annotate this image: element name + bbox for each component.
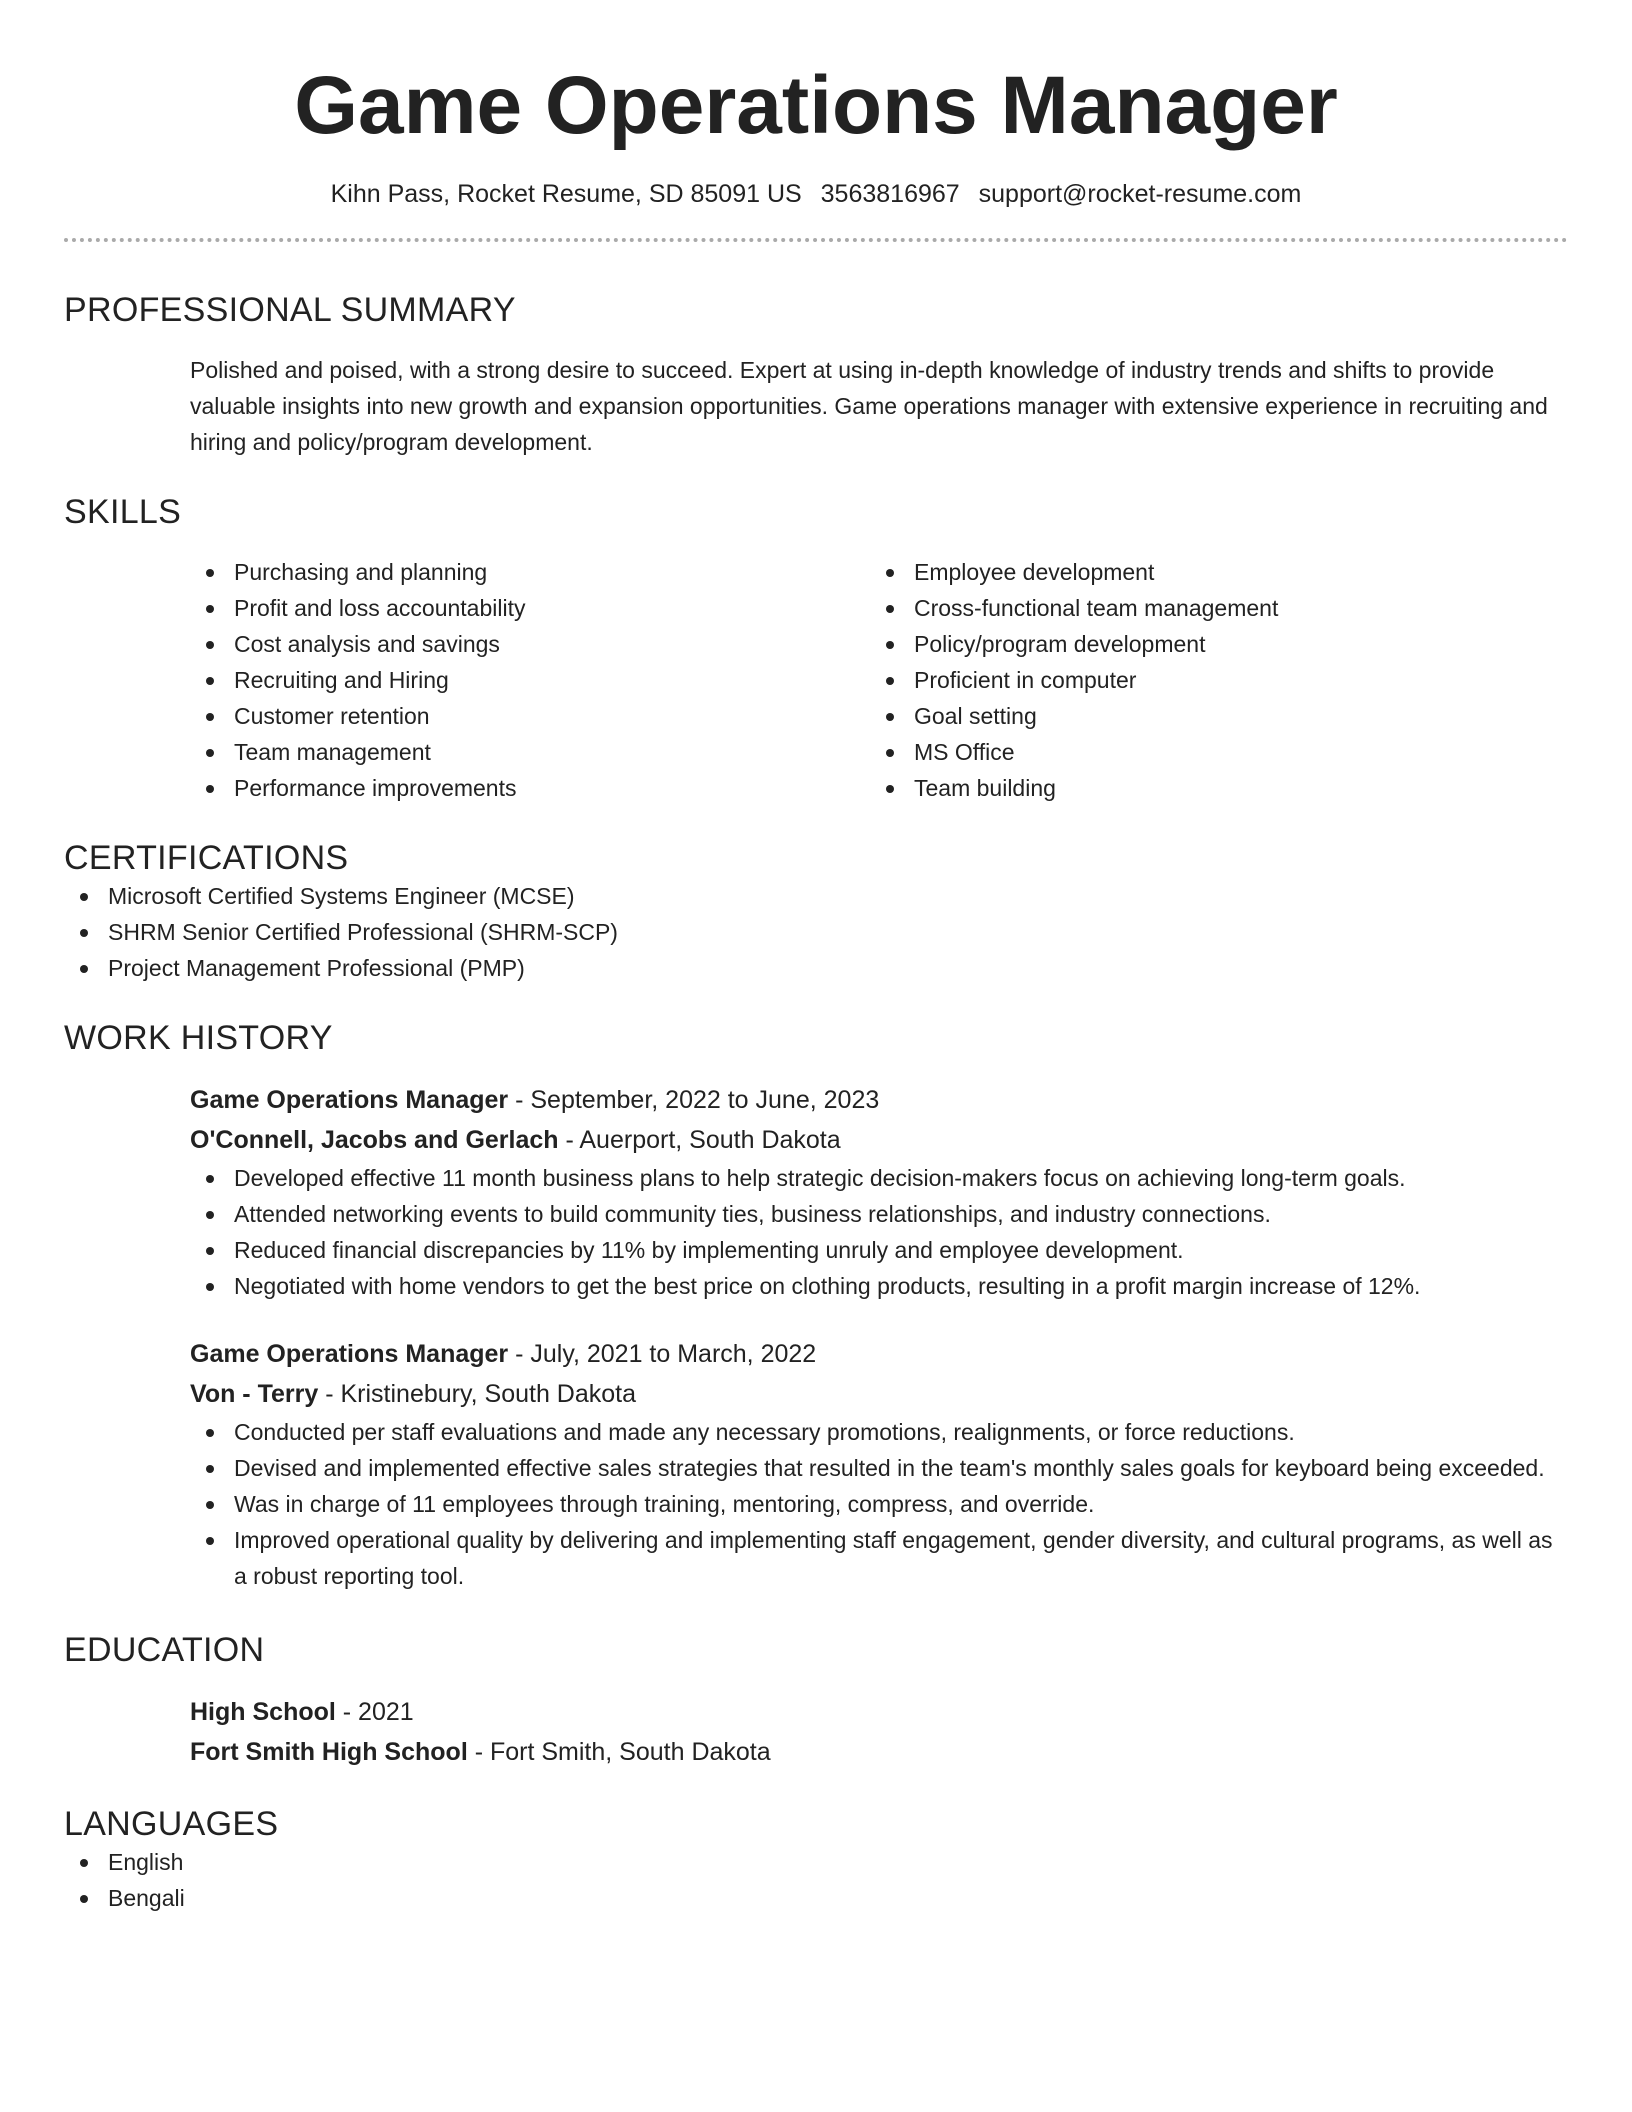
summary-text: Polished and poised, with a strong desire to succeed. Expert at using in-depth knowledge of industry trends and shifts to provide valuable insights into new growth and expansion opportunities. Game operations manager with extensive experience in recruiting and hiring and policy/program development.: [190, 357, 1548, 455]
skills-left-list: [190, 554, 870, 806]
education-year: - 2021: [335, 1698, 414, 1726]
job-dates: - July, 2021 to March, 2022: [508, 1340, 817, 1368]
job-entry: [190, 1334, 1568, 1594]
job-company: Von - Terry: [190, 1380, 319, 1408]
job-company: O'Connell, Jacobs and Gerlach: [190, 1126, 559, 1154]
skill-item: Goal setting: [870, 698, 1550, 734]
education-school: Fort Smith High School: [190, 1738, 468, 1766]
skill-item: Purchasing and planning: [190, 554, 870, 590]
contact-address: Kihn Pass, Rocket Resume, SD 85091 US: [330, 180, 802, 208]
resume-name: Game Operations Manager: [294, 60, 1338, 151]
job-dates: - September, 2022 to June, 2023: [508, 1086, 880, 1114]
skills-right-list: [870, 554, 1550, 806]
education-degree: High School: [190, 1698, 336, 1726]
education-degree-line: [190, 1692, 1568, 1732]
job-role: Game Operations Manager: [190, 1340, 509, 1368]
education-location: - Fort Smith, South Dakota: [467, 1738, 771, 1766]
job-bullet: Devised and implemented effective sales strategies that resulted in the team's monthly sales goals for keyboard being exceeded.: [190, 1450, 1568, 1486]
languages-heading: LANGUAGES: [64, 1805, 279, 1843]
certifications-heading: CERTIFICATIONS: [64, 839, 349, 877]
job-location: - Auerport, South Dakota: [558, 1126, 841, 1154]
job-bullet: Reduced financial discrepancies by 11% by implementing unruly and employee development.: [190, 1232, 1568, 1268]
job-bullet: Attended networking events to build community ties, business relationships, and industry connections.: [190, 1196, 1568, 1232]
job-bullets: [190, 1414, 1568, 1594]
skill-item: Employee development: [870, 554, 1550, 590]
contact-line: [64, 178, 1568, 210]
skill-item: Performance improvements: [190, 770, 870, 806]
education-heading: EDUCATION: [64, 1631, 265, 1669]
skill-item: Profit and loss accountability: [190, 590, 870, 626]
job-bullet: Developed effective 11 month business plans to help strategic decision-makers focus on achieving long-term goals.: [190, 1160, 1568, 1196]
skill-item: Team management: [190, 734, 870, 770]
languages-list: [64, 1844, 1568, 1916]
contact-email: support@rocket-resume.com: [978, 180, 1302, 208]
skill-item: Team building: [870, 770, 1550, 806]
summary-heading: PROFESSIONAL SUMMARY: [64, 291, 516, 329]
certification-item: SHRM Senior Certified Professional (SHRM-SCP): [64, 914, 1568, 950]
job-company-line: [190, 1120, 1568, 1160]
certifications-list: [64, 878, 1568, 986]
job-role-line: [190, 1080, 1568, 1120]
language-item: English: [64, 1844, 1568, 1880]
contact-phone: 3563816967: [820, 180, 960, 208]
certification-item: Project Management Professional (PMP): [64, 950, 1568, 986]
skill-item: Proficient in computer: [870, 662, 1550, 698]
job-location: - Kristinebury, South Dakota: [318, 1380, 637, 1408]
skills-grid: [190, 554, 1568, 806]
job-entry: [190, 1080, 1568, 1304]
certification-item: Microsoft Certified Systems Engineer (MCSE): [64, 878, 1568, 914]
skill-item: Recruiting and Hiring: [190, 662, 870, 698]
skill-item: Customer retention: [190, 698, 870, 734]
skills-heading: SKILLS: [64, 493, 182, 531]
education-school-line: [190, 1732, 1568, 1772]
education-entry: [190, 1692, 1568, 1772]
skill-item: Cross-functional team management: [870, 590, 1550, 626]
header-divider: [64, 238, 1568, 242]
work-history-heading: WORK HISTORY: [64, 1019, 333, 1057]
language-item: Bengali: [64, 1880, 1568, 1916]
skill-item: MS Office: [870, 734, 1550, 770]
job-bullet: Negotiated with home vendors to get the best price on clothing products, resulting in a profit margin increase of 12%.: [190, 1268, 1568, 1304]
job-bullets: [190, 1160, 1568, 1304]
skill-item: Policy/program development: [870, 626, 1550, 662]
job-bullet: Improved operational quality by delivering and implementing staff engagement, gender diversity, and cultural programs, as well as a robust reporting tool.: [190, 1522, 1568, 1594]
job-role: Game Operations Manager: [190, 1086, 509, 1114]
job-bullet: Conducted per staff evaluations and made any necessary promotions, realignments, or force reductions.: [190, 1414, 1568, 1450]
skill-item: Cost analysis and savings: [190, 626, 870, 662]
job-company-line: [190, 1374, 1568, 1414]
job-role-line: [190, 1334, 1568, 1374]
job-bullet: Was in charge of 11 employees through training, mentoring, compress, and override.: [190, 1486, 1568, 1522]
